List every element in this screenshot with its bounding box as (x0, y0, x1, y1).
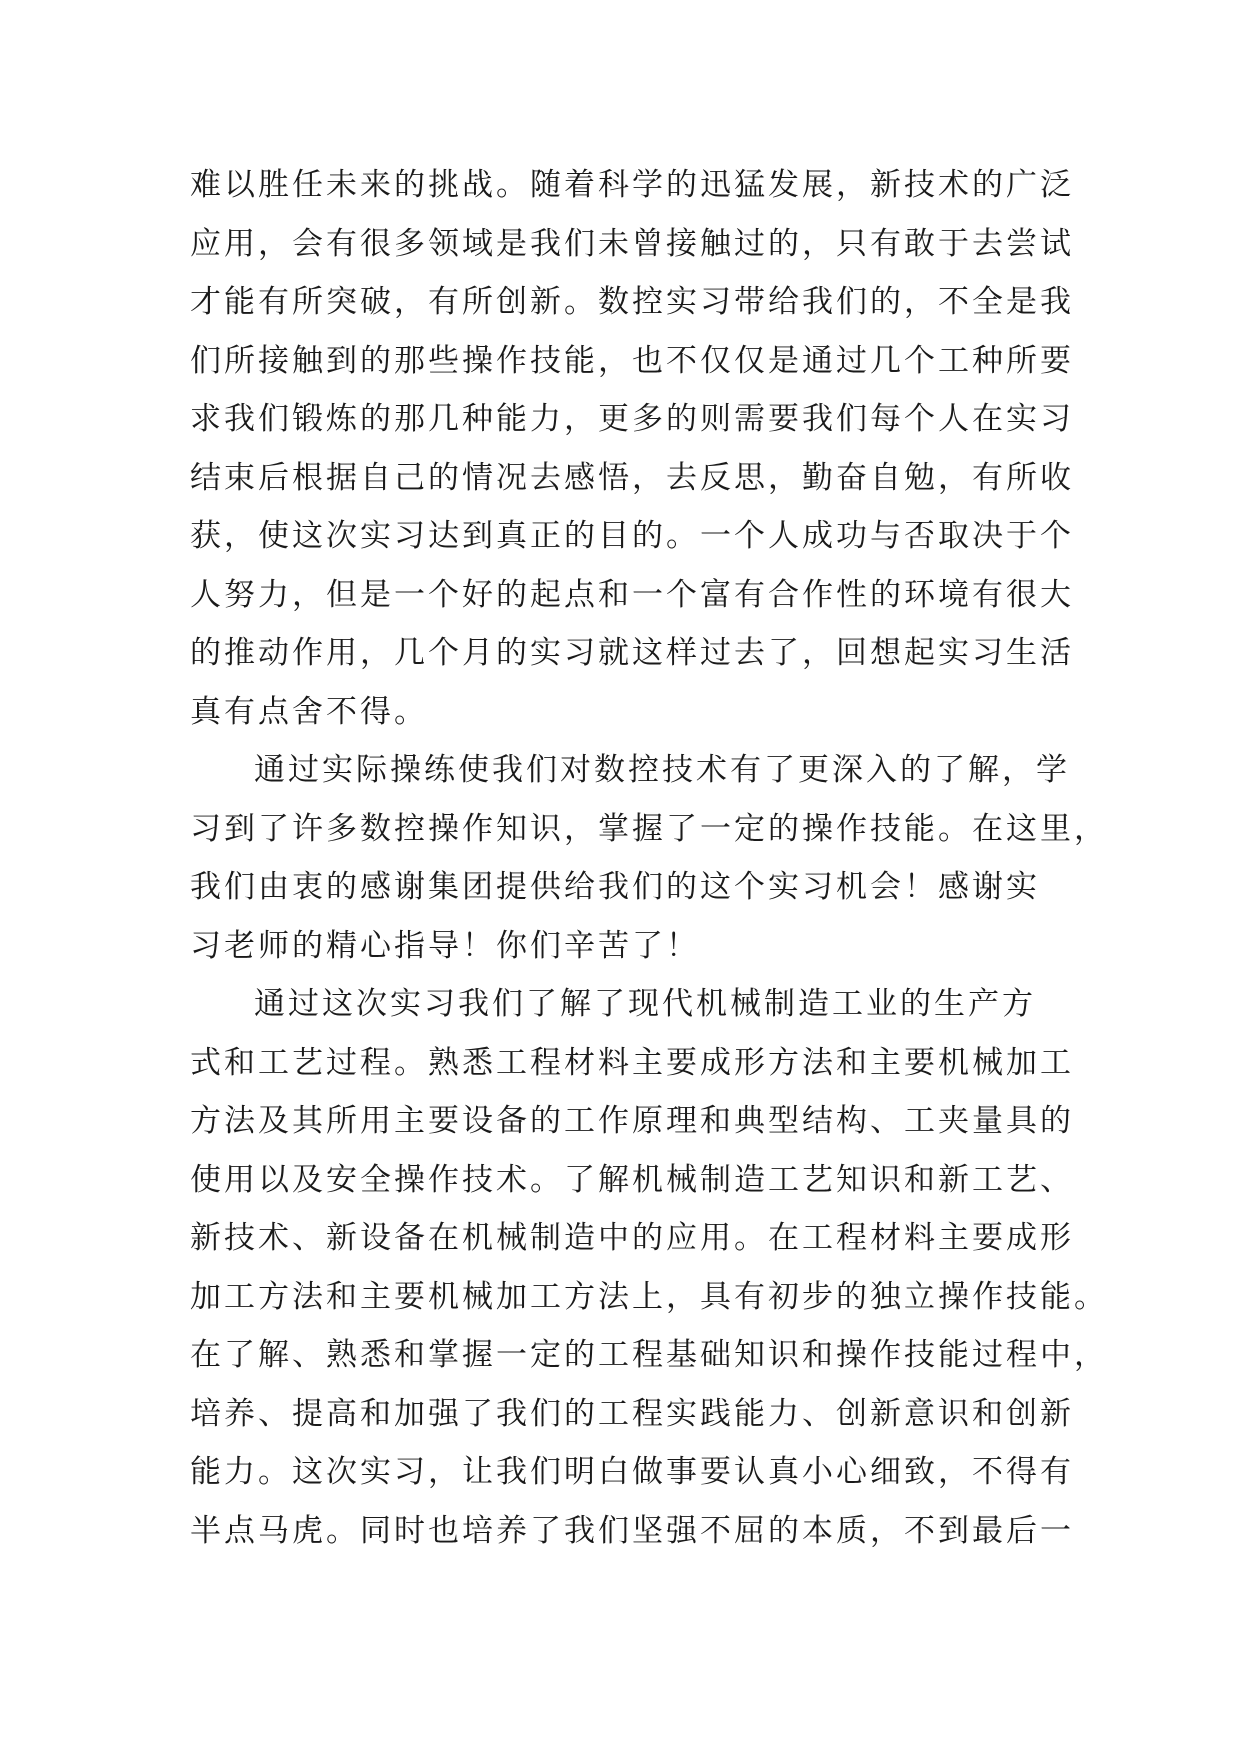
text-line: 式和工艺过程。熟悉工程材料主要成形方法和主要机械加工 (190, 1044, 1074, 1081)
text-line: 培养、提高和加强了我们的工程实践能力、创新意识和创新 (190, 1395, 1074, 1432)
text-line: 应用，会有很多领域是我们未曾接触过的，只有敢于去尝试 (190, 225, 1074, 262)
text-line: 获，使这次实习达到真正的目的。一个人成功与否取决于个 (190, 518, 1074, 554)
text-line: 真有点舍不得。 (190, 693, 428, 730)
text-line: 我们由衷的感谢集团提供给我们的这个实习机会！感谢实 (190, 869, 1040, 905)
text-line: 加工方法和主要机械加工方法上，具有初步的独立操作技能。 (190, 1278, 1108, 1315)
text-line: 的推动作用，几个月的实习就这样过去了，回想起实习生活 (190, 635, 1074, 671)
text-line: 方法及其所用主要设备的工作原理和典型结构、工夹量具的 (190, 1103, 1074, 1139)
paragraph-first-line: 通过实际操练使我们对数控技术有了更深入的了解，学 (254, 752, 1070, 788)
text-line: 习到了许多数控操作知识，掌握了一定的操作技能。在这里， (190, 810, 1108, 847)
text-line: 人努力，但是一个好的起点和一个富有合作性的环境有很大 (190, 576, 1074, 613)
text-line: 能力。这次实习，让我们明白做事要认真小心细致，不得有 (190, 1454, 1074, 1490)
text-line: 难以胜任未来的挑战。随着科学的迅猛发展，新技术的广泛 (190, 167, 1074, 203)
text-line: 习老师的精心指导！你们辛苦了！ (190, 927, 700, 964)
text-line: 使用以及安全操作技术。了解机械制造工艺知识和新工艺、 (190, 1161, 1074, 1198)
text-line: 结束后根据自己的情况去感悟，去反思，勤奋自勉，有所收 (190, 459, 1074, 496)
body-text (190, 156, 1108, 1560)
text-line: 求我们锻炼的那几种能力，更多的则需要我们每个人在实习 (190, 401, 1074, 437)
text-line: 半点马虎。同时也培养了我们坚强不屈的本质，不到最后一 (190, 1512, 1074, 1549)
text-line: 们所接触到的那些操作技能，也不仅仅是通过几个工种所要 (190, 342, 1074, 379)
text-line: 在了解、熟悉和掌握一定的工程基础知识和操作技能过程中， (190, 1337, 1108, 1373)
paragraph-first-line: 通过这次实习我们了解了现代机械制造工业的生产方 (254, 986, 1036, 1022)
text-line: 才能有所突破，有所创新。数控实习带给我们的，不全是我 (190, 284, 1074, 320)
text-line: 新技术、新设备在机械制造中的应用。在工程材料主要成形 (190, 1220, 1074, 1256)
